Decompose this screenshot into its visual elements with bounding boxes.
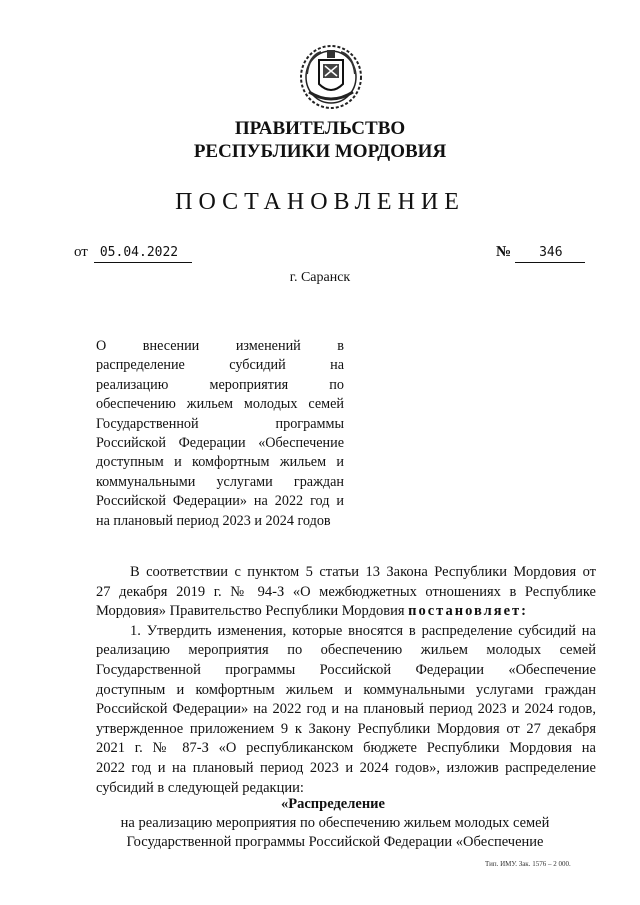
date-prefix: от xyxy=(74,244,88,260)
subject-line: Российской Федерации» на 2022 год и xyxy=(96,493,344,510)
body-line: В соответствии с пунктом 5 статьи 13 Закона Республики Мордовия от xyxy=(130,564,596,580)
subject-line: обеспечению жильем молодых семей xyxy=(96,396,344,413)
distribution-title: «Распределение xyxy=(281,796,385,812)
subject-block xyxy=(96,337,344,531)
body-line: 1. Утвердить изменения, которые вносятся в распределение субсидий на xyxy=(130,622,596,639)
subject-line: доступным и комфортным жильем и xyxy=(96,454,344,471)
number-field xyxy=(496,242,585,263)
document-date: 05.04.2022 xyxy=(94,244,192,263)
body-line: 2021 г. № 87-З «О республиканском бюджете Республики Мордовия на xyxy=(96,740,596,757)
body-line-resolution xyxy=(96,602,596,622)
print-note: Тип. ИМУ. Зак. 1576 – 2 000. xyxy=(485,860,571,868)
subject-line: Российской Федерации «Обеспечение xyxy=(96,434,344,451)
subject-line: реализацию мероприятия по xyxy=(96,376,344,393)
distribution-line: на реализацию мероприятия по обеспечению жильем молодых семей xyxy=(120,815,550,831)
body-text xyxy=(96,563,596,798)
body-line: реализацию мероприятия по обеспечению жильем молодых семей xyxy=(96,642,596,659)
coat-of-arms-emblem xyxy=(299,44,363,110)
subject-line: О внесении изменений в xyxy=(96,338,344,354)
city-label: г. Саранск xyxy=(289,270,351,285)
date-field xyxy=(74,242,192,263)
body-line: доступным и комфортным жильем и коммунальными услугами граждан xyxy=(96,681,596,698)
body-line: Государственной программы Российской Федерации «Обеспечение xyxy=(96,661,596,678)
body-line: утвержденное приложением 9 к Закону Республики Мордовия от 27 декабря xyxy=(96,720,596,737)
document-type-heading: ПОСТАНОВЛЕНИЕ xyxy=(175,189,465,215)
subject-line: Государственной программы xyxy=(96,415,344,432)
government-title-line2: РЕСПУБЛИКИ МОРДОВИЯ xyxy=(193,141,447,162)
body-line: Российской Федерации» на 2022 год и на плановый период 2023 и 2024 годов, xyxy=(96,701,596,718)
resolution-lead: Мордовия» Правительство Республики Мордовия xyxy=(96,603,405,620)
government-title-line1: ПРАВИТЕЛЬСТВО xyxy=(234,118,406,139)
distribution-line: Государственной программы Российской Федерации «Обеспечение xyxy=(126,834,544,850)
subject-line: коммунальными услугами граждан xyxy=(96,473,344,490)
body-line: 27 декабря 2019 г. № 94-З «О межбюджетных отношениях в Республике xyxy=(96,583,596,600)
subject-line: распределение субсидий на xyxy=(96,357,344,374)
body-line: 2022 год и на плановый период 2023 и 2024 годов», изложив распределение xyxy=(96,759,596,776)
document-number: 346 xyxy=(515,244,585,263)
resolution-keyword: постановляет: xyxy=(408,603,528,620)
subject-line: на плановый период 2023 и 2024 годов xyxy=(96,512,331,529)
number-sign: № xyxy=(496,244,512,260)
body-line: субсидий в следующей редакции: xyxy=(96,779,304,796)
